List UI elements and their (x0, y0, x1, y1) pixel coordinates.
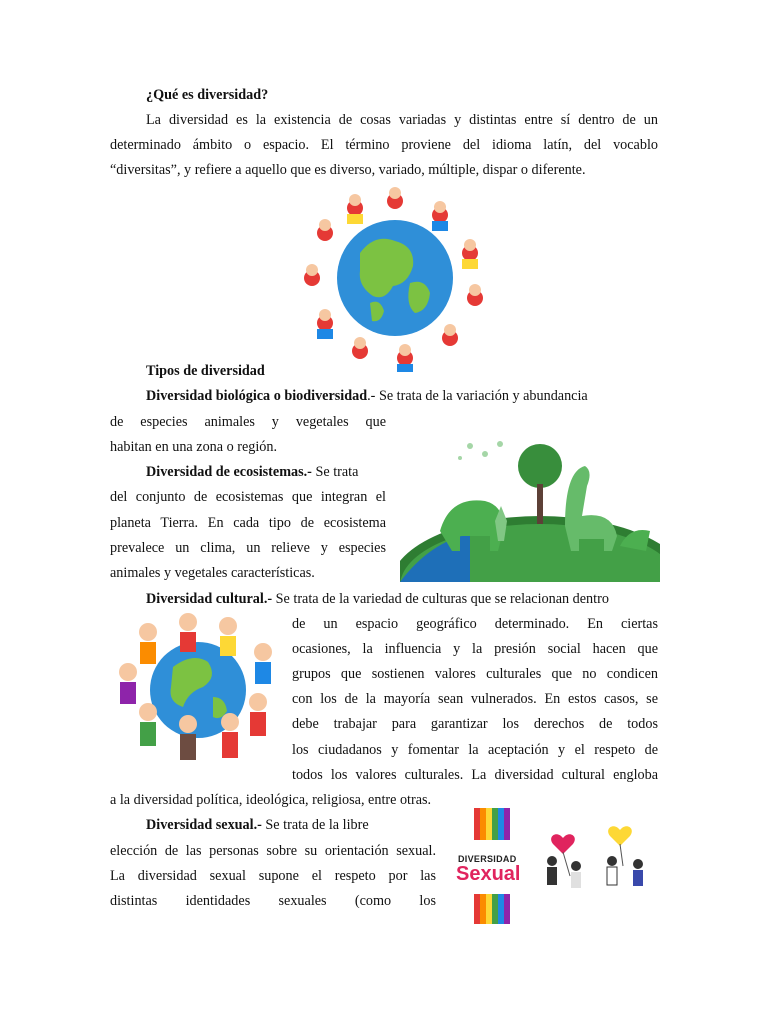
text: .- Se trata de la variación y abundancia (367, 388, 588, 404)
paragraph-line: de especies animales y vegetales que (110, 414, 386, 430)
subheading-ecosistemas: Diversidad de ecosistemas.- (146, 464, 312, 480)
paragraph-line: “diversitas”, y refiere a aquello que es diverso, variado, múltiple, dispar o diferente. (110, 162, 586, 178)
heading-que-es-diversidad: ¿Qué es diversidad? (146, 87, 269, 103)
diversidad-sexual-image (448, 806, 660, 924)
paragraph-line: a la diversidad política, ideológica, religiosa, entre otras. (110, 792, 432, 808)
badge-line2: Sexual (456, 863, 521, 885)
paragraph-line: debe trabajar para garantizar los derechos de todos (292, 716, 658, 732)
paragraph-line: animales y vegetales características. (110, 565, 315, 581)
text: Se trata de la libre (261, 817, 369, 833)
text: Se trata (311, 464, 359, 480)
paragraph-line (146, 387, 658, 405)
paragraph-line: determinado ámbito o espacio. El término proviene del idioma latín, del vocablo (110, 137, 658, 153)
subheading-biodiversidad: Diversidad biológica o biodiversidad (146, 388, 368, 404)
cultural-children-globe-image (118, 612, 276, 772)
paragraph-line: con los de la mayoría sean vulnerados. En estos casos, se (292, 691, 658, 707)
paragraph-line: planeta Tierra. En cada tipo de ecosistema (110, 515, 386, 531)
paragraph-line: La diversidad es la existencia de cosas variadas y distintas entre sí dentro de un (146, 112, 658, 128)
paragraph-line: ocasiones, la influencia y la presión social hacen que (292, 641, 658, 657)
paragraph-line: prevalece un clima, un relieve y especies (110, 540, 386, 556)
paragraph-line (146, 816, 369, 834)
paragraph-line: de un espacio geográfico determinado. En ciertas (292, 616, 658, 632)
paragraph-line: habitan en una zona o región. (110, 439, 278, 455)
paragraph-line: La diversidad sexual supone el respeto por las (110, 868, 436, 884)
paragraph-line: todos los valores culturales. La diversidad cultural engloba (292, 767, 658, 783)
subheading-diversidad-sexual: Diversidad sexual.- (146, 817, 262, 833)
heading-tipos-de-diversidad: Tipos de diversidad (146, 363, 265, 379)
children-around-globe-image (290, 183, 500, 373)
paragraph-line (146, 590, 609, 608)
text: Se trata de la variedad de culturas que se relacionan dentro (272, 591, 609, 607)
paragraph-line: grupos que sostienen valores culturales que no condicen (292, 666, 658, 682)
paragraph-line: distintas identidades sexuales (como los (110, 893, 436, 909)
paragraph-line: elección de las personas sobre su orientación sexual. (110, 843, 436, 859)
badge-line1: DIVERSIDAD (458, 854, 517, 864)
paragraph-line (146, 463, 358, 481)
subheading-diversidad-cultural: Diversidad cultural.- (146, 591, 273, 607)
paragraph-line: los ciudadanos y fomentar la aceptación y el respeto de (292, 742, 658, 758)
paragraph-line: del conjunto de ecosistemas que integran el (110, 489, 386, 505)
green-animals-on-earth-image (400, 436, 660, 582)
